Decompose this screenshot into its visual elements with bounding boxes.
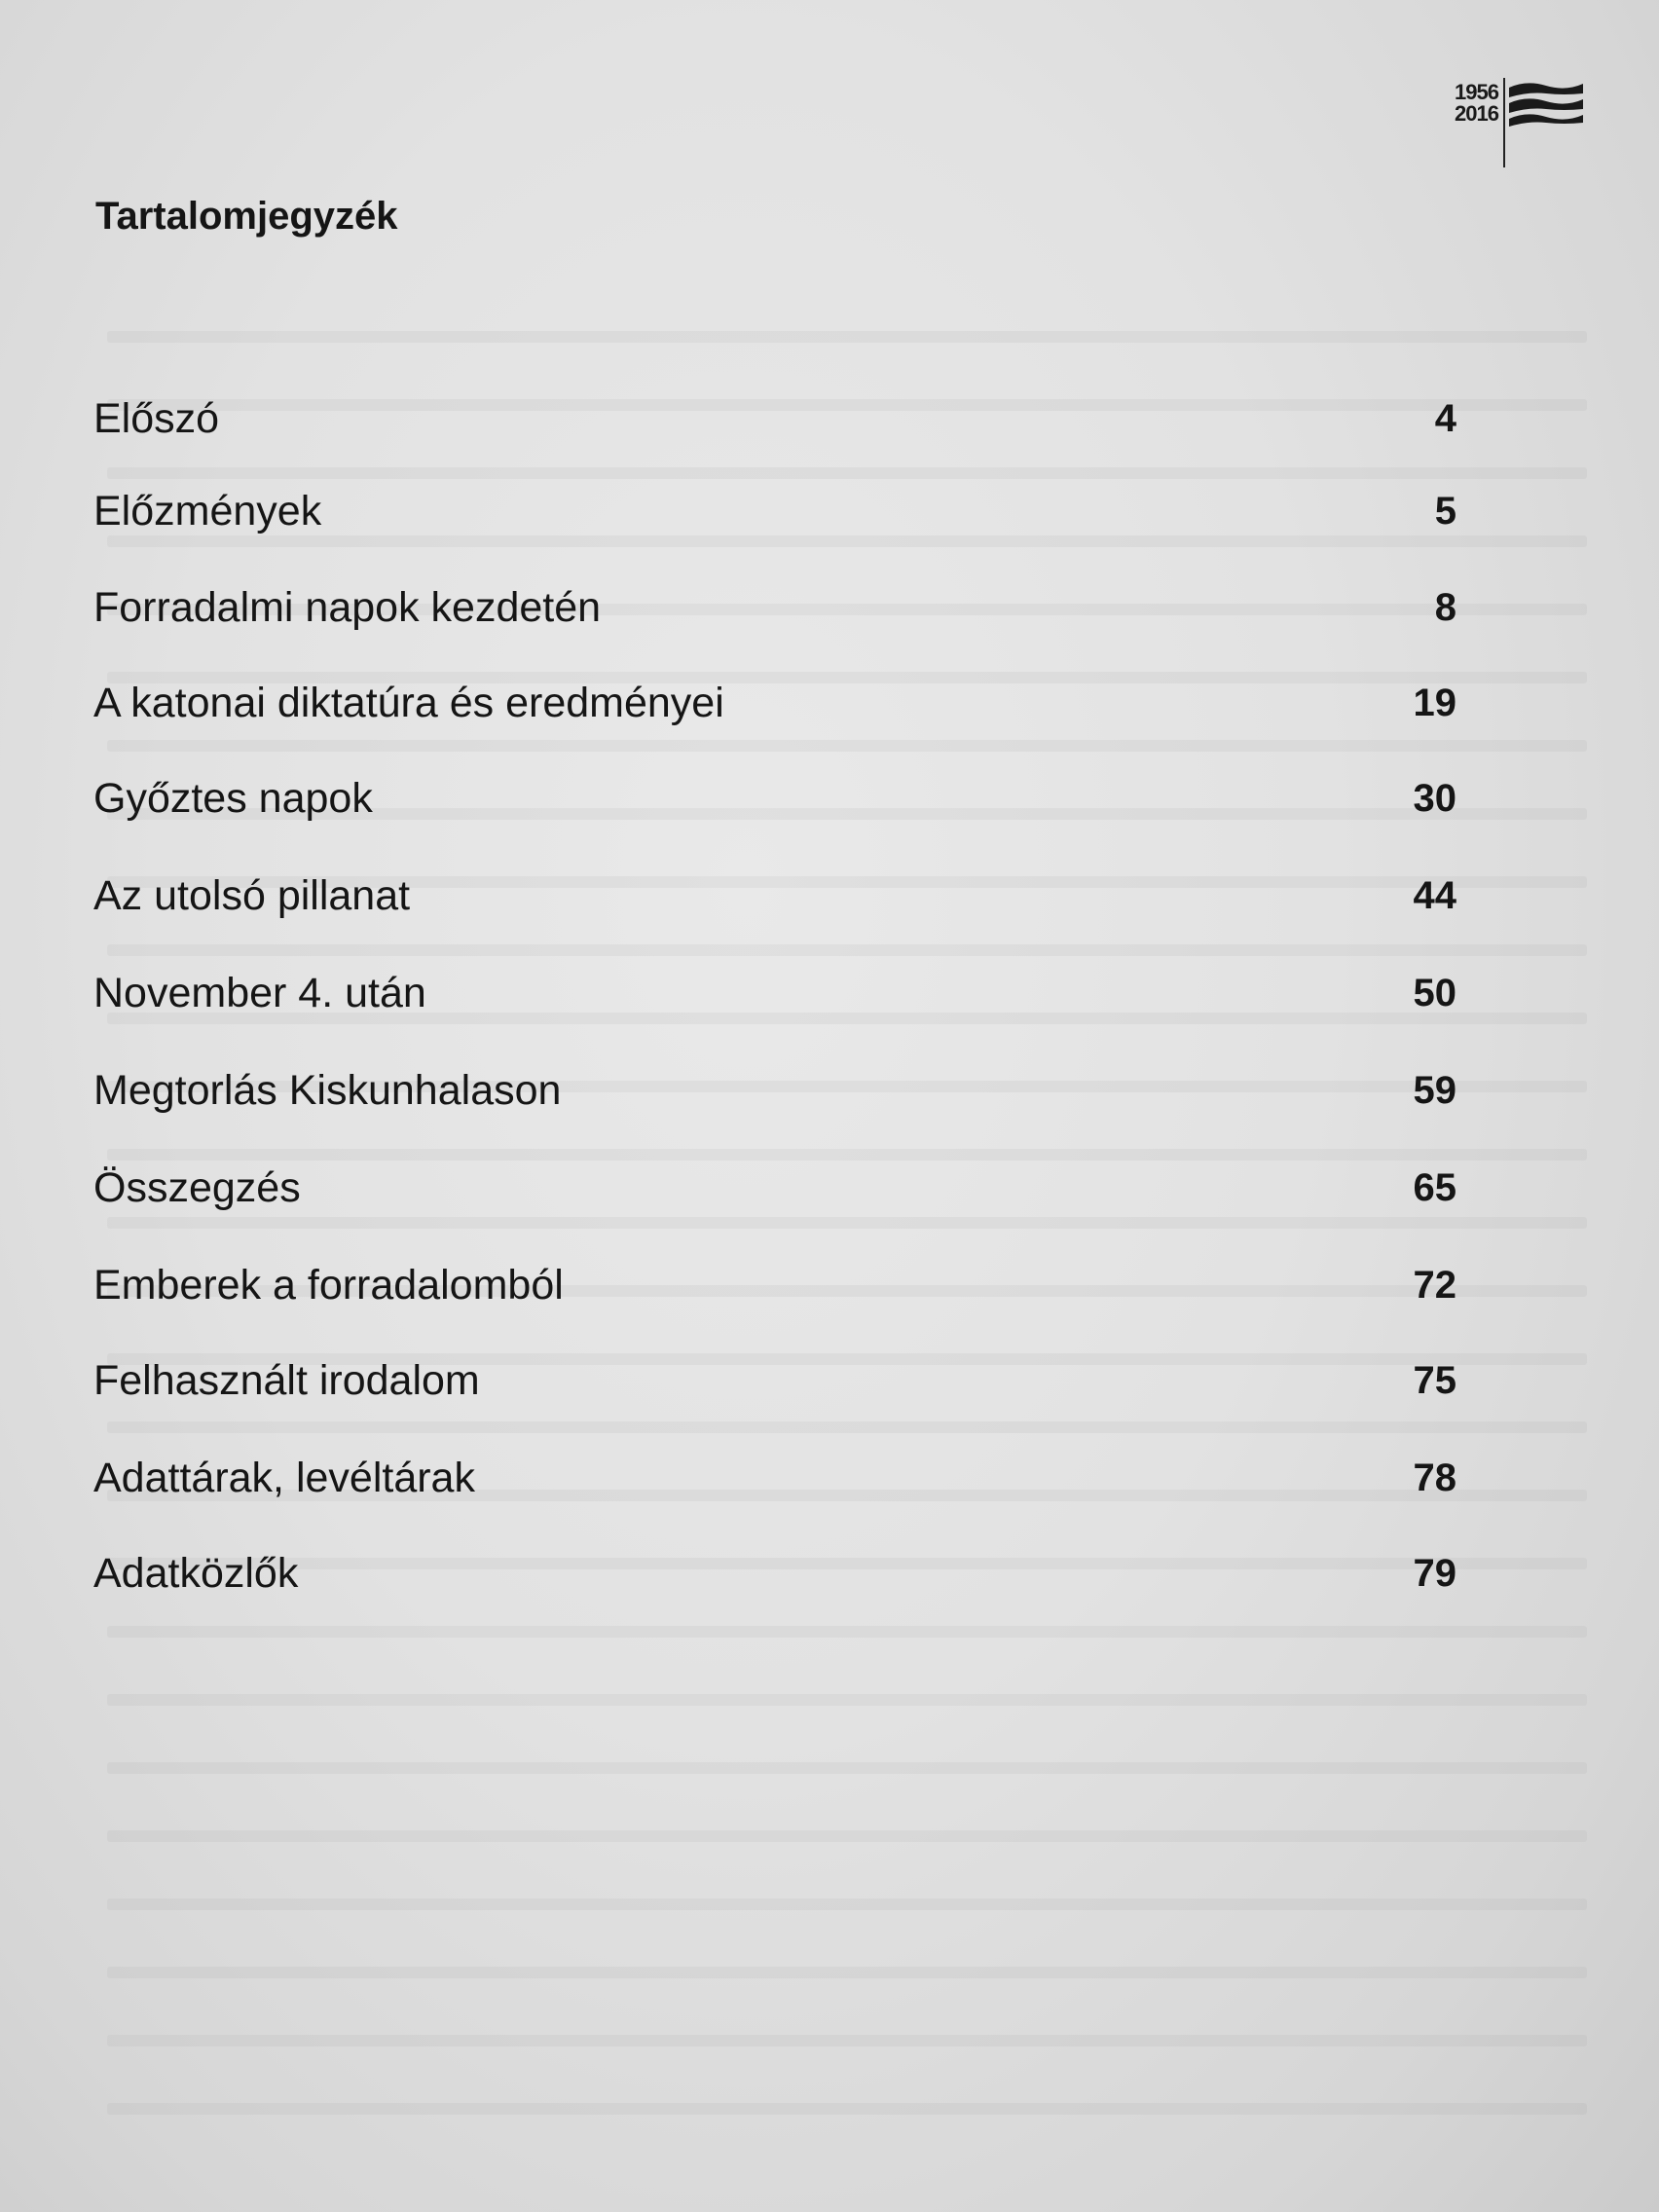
toc-entry-page: 30: [1413, 777, 1456, 820]
toc-entry: [93, 674, 1456, 732]
toc-entry-page: 19: [1413, 682, 1456, 724]
toc-entry-page: 65: [1413, 1166, 1456, 1209]
toc-entry-title: A katonai diktatúra és eredményei: [93, 680, 724, 726]
toc-entry-title: Adattárak, levéltárak: [93, 1455, 475, 1501]
toc-entry-title: Felhasznált irodalom: [93, 1357, 480, 1404]
toc-entry-title: Az utolsó pillanat: [93, 872, 411, 919]
toc-entry: [93, 1256, 1456, 1314]
toc-entry-page: 5: [1434, 490, 1456, 533]
toc-entry: [93, 1544, 1456, 1603]
toc-entry: [93, 389, 1456, 448]
toc-entry-page: 8: [1434, 586, 1456, 629]
toc-entry: [93, 866, 1456, 925]
toc-entry: [93, 1351, 1456, 1410]
toc-entry-page: 50: [1413, 972, 1456, 1014]
toc-entry-title: Összegzés: [93, 1164, 301, 1211]
toc-entry-page: 78: [1413, 1456, 1456, 1499]
toc-entry-page: 72: [1413, 1264, 1456, 1307]
toc-entry-title: Előzmények: [93, 488, 322, 535]
toc-entry-title: Emberek a forradalomból: [93, 1262, 564, 1309]
page-title: Tartalomjegyzék: [95, 195, 398, 238]
toc-entry: [93, 1449, 1456, 1507]
toc-entry-title: Győztes napok: [93, 775, 373, 822]
logo-years: 1956 2016: [1455, 80, 1498, 126]
toc-entry: [93, 1061, 1456, 1120]
toc-entry-page: 4: [1434, 397, 1456, 440]
toc-entry-page: 44: [1413, 874, 1456, 917]
toc-entry-title: Megtorlás Kiskunhalason: [93, 1067, 562, 1114]
toc-entry-title: Adatközlők: [93, 1550, 299, 1597]
toc-entry-page: 59: [1413, 1069, 1456, 1112]
toc-entry: [93, 578, 1456, 637]
toc-entry-page: 75: [1413, 1359, 1456, 1402]
toc-entry-title: Előszó: [93, 395, 220, 442]
toc-entry-title: Forradalmi napok kezdetén: [93, 584, 602, 631]
toc-entry: [93, 964, 1456, 1022]
toc-entry-title: November 4. után: [93, 970, 426, 1016]
toc-entry: [93, 482, 1456, 540]
toc-entry-page: 79: [1413, 1552, 1456, 1595]
toc-entry: [93, 1159, 1456, 1217]
toc-entry: [93, 769, 1456, 828]
